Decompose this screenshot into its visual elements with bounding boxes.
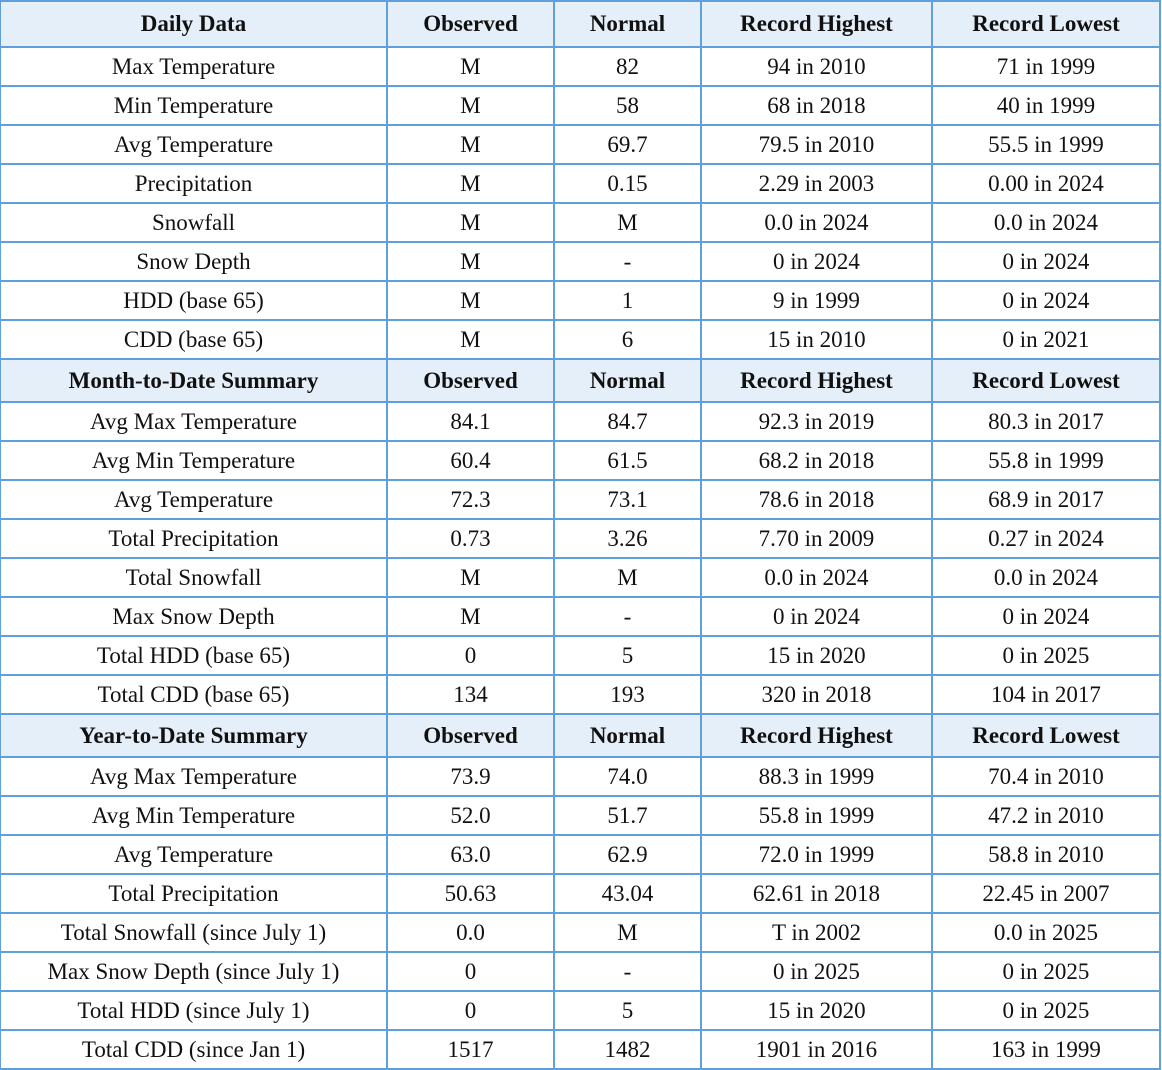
- table-row: [0, 242, 1160, 281]
- cell-record-lowest: 0.0 in 2024: [932, 558, 1160, 597]
- cell-record-highest: 0 in 2025: [701, 952, 932, 991]
- cell-label: Total Snowfall (since July 1): [0, 913, 387, 952]
- cell-label: Total Precipitation: [0, 874, 387, 913]
- cell-normal: M: [554, 913, 701, 952]
- section-header-row: [0, 1, 1160, 47]
- table-row: [0, 558, 1160, 597]
- section-header-row: [0, 714, 1160, 757]
- cell-observed: M: [387, 125, 554, 164]
- cell-normal: 1482: [554, 1030, 701, 1069]
- cell-normal: 51.7: [554, 796, 701, 835]
- cell-label: Avg Temperature: [0, 480, 387, 519]
- column-header-record-highest: Record Highest: [701, 359, 932, 402]
- cell-record-lowest: 22.45 in 2007: [932, 874, 1160, 913]
- table-row: [0, 1030, 1160, 1069]
- cell-record-lowest: 104 in 2017: [932, 675, 1160, 714]
- cell-record-lowest: 55.5 in 1999: [932, 125, 1160, 164]
- cell-label: Max Temperature: [0, 47, 387, 86]
- cell-record-highest: 68.2 in 2018: [701, 441, 932, 480]
- cell-normal: 5: [554, 636, 701, 675]
- cell-normal: 5: [554, 991, 701, 1030]
- cell-label: Total CDD (base 65): [0, 675, 387, 714]
- cell-normal: 1: [554, 281, 701, 320]
- cell-label: Avg Temperature: [0, 835, 387, 874]
- cell-record-lowest: 0 in 2025: [932, 636, 1160, 675]
- cell-record-lowest: 58.8 in 2010: [932, 835, 1160, 874]
- cell-record-highest: 0.0 in 2024: [701, 558, 932, 597]
- table-row: [0, 757, 1160, 796]
- cell-record-highest: 68 in 2018: [701, 86, 932, 125]
- cell-record-highest: 15 in 2020: [701, 991, 932, 1030]
- cell-observed: M: [387, 597, 554, 636]
- cell-label: Snow Depth: [0, 242, 387, 281]
- cell-label: CDD (base 65): [0, 320, 387, 359]
- cell-observed: 52.0: [387, 796, 554, 835]
- cell-observed: 1517: [387, 1030, 554, 1069]
- cell-record-lowest: 0.0 in 2025: [932, 913, 1160, 952]
- column-header-label: Month-to-Date Summary: [0, 359, 387, 402]
- cell-normal: 0.15: [554, 164, 701, 203]
- cell-observed: 0: [387, 952, 554, 991]
- column-header-normal: Normal: [554, 714, 701, 757]
- table-row: [0, 991, 1160, 1030]
- cell-observed: M: [387, 164, 554, 203]
- cell-label: Total HDD (since July 1): [0, 991, 387, 1030]
- cell-observed: 0: [387, 991, 554, 1030]
- table-row: [0, 164, 1160, 203]
- cell-record-highest: 15 in 2020: [701, 636, 932, 675]
- cell-label: Avg Min Temperature: [0, 441, 387, 480]
- table-row: [0, 796, 1160, 835]
- cell-normal: 82: [554, 47, 701, 86]
- cell-record-highest: 9 in 1999: [701, 281, 932, 320]
- table-row: [0, 125, 1160, 164]
- column-header-record-lowest: Record Lowest: [932, 714, 1160, 757]
- cell-record-highest: 72.0 in 1999: [701, 835, 932, 874]
- cell-record-lowest: 71 in 1999: [932, 47, 1160, 86]
- table-row: [0, 480, 1160, 519]
- cell-record-highest: 0 in 2024: [701, 597, 932, 636]
- cell-observed: 84.1: [387, 402, 554, 441]
- column-header-normal: Normal: [554, 1, 701, 47]
- cell-observed: 50.63: [387, 874, 554, 913]
- cell-record-highest: 0 in 2024: [701, 242, 932, 281]
- column-header-normal: Normal: [554, 359, 701, 402]
- cell-observed: 0.0: [387, 913, 554, 952]
- table-row: [0, 281, 1160, 320]
- cell-normal: 43.04: [554, 874, 701, 913]
- cell-observed: 73.9: [387, 757, 554, 796]
- cell-normal: 84.7: [554, 402, 701, 441]
- column-header-record-lowest: Record Lowest: [932, 359, 1160, 402]
- table-row: [0, 636, 1160, 675]
- column-header-record-highest: Record Highest: [701, 714, 932, 757]
- cell-label: HDD (base 65): [0, 281, 387, 320]
- cell-normal: 193: [554, 675, 701, 714]
- cell-normal: 73.1: [554, 480, 701, 519]
- table-row: [0, 203, 1160, 242]
- cell-observed: 0.73: [387, 519, 554, 558]
- cell-observed: M: [387, 281, 554, 320]
- cell-normal: 62.9: [554, 835, 701, 874]
- cell-observed: 60.4: [387, 441, 554, 480]
- column-header-record-lowest: Record Lowest: [932, 1, 1160, 47]
- cell-normal: 74.0: [554, 757, 701, 796]
- table-row: [0, 913, 1160, 952]
- table-row: [0, 402, 1160, 441]
- cell-normal: 61.5: [554, 441, 701, 480]
- cell-label: Max Snow Depth (since July 1): [0, 952, 387, 991]
- cell-record-highest: 15 in 2010: [701, 320, 932, 359]
- cell-record-highest: 92.3 in 2019: [701, 402, 932, 441]
- cell-record-highest: 1901 in 2016: [701, 1030, 932, 1069]
- cell-normal: M: [554, 203, 701, 242]
- cell-record-lowest: 68.9 in 2017: [932, 480, 1160, 519]
- cell-observed: 72.3: [387, 480, 554, 519]
- cell-record-lowest: 0 in 2025: [932, 991, 1160, 1030]
- cell-observed: M: [387, 86, 554, 125]
- table-row: [0, 441, 1160, 480]
- cell-observed: 134: [387, 675, 554, 714]
- cell-normal: -: [554, 952, 701, 991]
- cell-label: Avg Max Temperature: [0, 402, 387, 441]
- cell-record-lowest: 0 in 2024: [932, 597, 1160, 636]
- table-row: [0, 675, 1160, 714]
- cell-record-lowest: 40 in 1999: [932, 86, 1160, 125]
- cell-observed: M: [387, 320, 554, 359]
- table-row: [0, 86, 1160, 125]
- table-row: [0, 952, 1160, 991]
- column-header-label: Year-to-Date Summary: [0, 714, 387, 757]
- cell-observed: M: [387, 242, 554, 281]
- cell-observed: M: [387, 203, 554, 242]
- cell-label: Total HDD (base 65): [0, 636, 387, 675]
- cell-record-lowest: 163 in 1999: [932, 1030, 1160, 1069]
- cell-record-lowest: 0 in 2024: [932, 281, 1160, 320]
- cell-record-lowest: 80.3 in 2017: [932, 402, 1160, 441]
- cell-record-lowest: 0 in 2021: [932, 320, 1160, 359]
- cell-label: Precipitation: [0, 164, 387, 203]
- cell-observed: M: [387, 558, 554, 597]
- column-header-observed: Observed: [387, 1, 554, 47]
- cell-label: Avg Temperature: [0, 125, 387, 164]
- table-row: [0, 320, 1160, 359]
- cell-label: Total CDD (since Jan 1): [0, 1030, 387, 1069]
- cell-normal: -: [554, 242, 701, 281]
- cell-observed: M: [387, 47, 554, 86]
- cell-record-lowest: 55.8 in 1999: [932, 441, 1160, 480]
- cell-record-highest: 78.6 in 2018: [701, 480, 932, 519]
- cell-record-highest: T in 2002: [701, 913, 932, 952]
- cell-label: Total Snowfall: [0, 558, 387, 597]
- cell-record-highest: 88.3 in 1999: [701, 757, 932, 796]
- table-row: [0, 874, 1160, 913]
- cell-record-lowest: 70.4 in 2010: [932, 757, 1160, 796]
- cell-record-lowest: 0.27 in 2024: [932, 519, 1160, 558]
- column-header-observed: Observed: [387, 714, 554, 757]
- table-row: [0, 835, 1160, 874]
- cell-record-highest: 62.61 in 2018: [701, 874, 932, 913]
- cell-normal: -: [554, 597, 701, 636]
- cell-record-lowest: 0 in 2025: [932, 952, 1160, 991]
- cell-record-highest: 7.70 in 2009: [701, 519, 932, 558]
- cell-record-highest: 2.29 in 2003: [701, 164, 932, 203]
- cell-record-highest: 94 in 2010: [701, 47, 932, 86]
- cell-record-lowest: 0.00 in 2024: [932, 164, 1160, 203]
- column-header-record-highest: Record Highest: [701, 1, 932, 47]
- cell-record-highest: 320 in 2018: [701, 675, 932, 714]
- table-body: [0, 1, 1160, 1069]
- table-row: [0, 519, 1160, 558]
- cell-record-highest: 55.8 in 1999: [701, 796, 932, 835]
- cell-record-highest: 0.0 in 2024: [701, 203, 932, 242]
- section-header-row: [0, 359, 1160, 402]
- cell-observed: 0: [387, 636, 554, 675]
- cell-label: Avg Max Temperature: [0, 757, 387, 796]
- cell-record-lowest: 0.0 in 2024: [932, 203, 1160, 242]
- cell-record-highest: 79.5 in 2010: [701, 125, 932, 164]
- cell-normal: M: [554, 558, 701, 597]
- cell-record-lowest: 0 in 2024: [932, 242, 1160, 281]
- column-header-observed: Observed: [387, 359, 554, 402]
- cell-normal: 69.7: [554, 125, 701, 164]
- column-header-label: Daily Data: [0, 1, 387, 47]
- cell-normal: 58: [554, 86, 701, 125]
- cell-label: Snowfall: [0, 203, 387, 242]
- cell-observed: 63.0: [387, 835, 554, 874]
- cell-normal: 6: [554, 320, 701, 359]
- cell-label: Total Precipitation: [0, 519, 387, 558]
- cell-label: Min Temperature: [0, 86, 387, 125]
- cell-label: Avg Min Temperature: [0, 796, 387, 835]
- table-row: [0, 597, 1160, 636]
- cell-label: Max Snow Depth: [0, 597, 387, 636]
- cell-normal: 3.26: [554, 519, 701, 558]
- table-row: [0, 47, 1160, 86]
- cell-record-lowest: 47.2 in 2010: [932, 796, 1160, 835]
